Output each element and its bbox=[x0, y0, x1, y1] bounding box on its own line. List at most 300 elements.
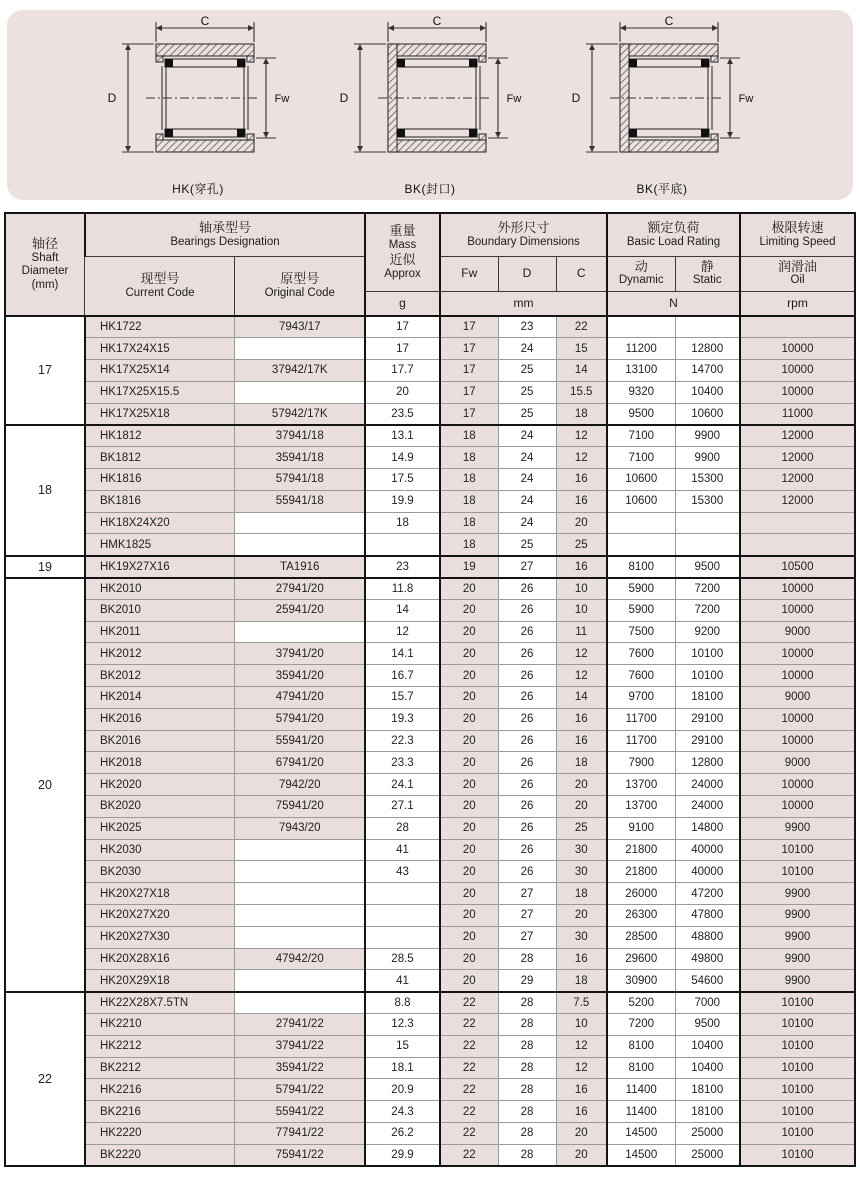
static-cell: 9900 bbox=[675, 425, 740, 447]
original-cell: 37941/20 bbox=[235, 643, 365, 665]
table-row bbox=[5, 774, 855, 796]
c-cell: 10 bbox=[556, 599, 607, 621]
table-row bbox=[5, 861, 855, 883]
table-row bbox=[5, 599, 855, 621]
table-row bbox=[5, 817, 855, 839]
table-row bbox=[5, 905, 855, 927]
oil-cell: 10000 bbox=[740, 643, 855, 665]
static-cell: 47200 bbox=[675, 883, 740, 905]
c-cell: 16 bbox=[556, 948, 607, 970]
current-cell: HMK1825 bbox=[85, 534, 235, 556]
svg-text:C: C bbox=[432, 13, 442, 28]
svg-text:C: C bbox=[664, 13, 674, 28]
dynamic-cell: 26300 bbox=[607, 905, 675, 927]
original-cell: 27941/22 bbox=[235, 1014, 365, 1036]
static-cell: 12800 bbox=[675, 752, 740, 774]
c-cell: 10 bbox=[556, 1014, 607, 1036]
fw-cell: 18 bbox=[440, 447, 498, 469]
d-cell: 28 bbox=[498, 1057, 556, 1079]
original-cell: TA1916 bbox=[235, 556, 365, 578]
original-cell: 57941/22 bbox=[235, 1079, 365, 1101]
c-cell: 25 bbox=[556, 534, 607, 556]
current-cell: HK1816 bbox=[85, 469, 235, 491]
d-cell: 28 bbox=[498, 948, 556, 970]
fw-cell: 22 bbox=[440, 1122, 498, 1144]
fw-cell: 18 bbox=[440, 534, 498, 556]
oil-cell: 10100 bbox=[740, 1122, 855, 1144]
table-row bbox=[5, 948, 855, 970]
static-cell: 10400 bbox=[675, 1057, 740, 1079]
fw-cell: 20 bbox=[440, 643, 498, 665]
fw-cell: 17 bbox=[440, 381, 498, 403]
current-cell: BK2216 bbox=[85, 1101, 235, 1123]
table-row bbox=[5, 1014, 855, 1036]
d-cell: 24 bbox=[498, 490, 556, 512]
bearing-section-svg bbox=[98, 14, 298, 182]
original-cell: 7943/20 bbox=[235, 817, 365, 839]
bearing-section-svg bbox=[330, 14, 530, 182]
header-unit-n: N bbox=[607, 291, 740, 316]
original-cell bbox=[235, 883, 365, 905]
static-cell bbox=[675, 512, 740, 534]
original-cell: 55941/22 bbox=[235, 1101, 365, 1123]
original-cell: 35941/20 bbox=[235, 665, 365, 687]
oil-cell: 10000 bbox=[740, 774, 855, 796]
oil-cell: 10000 bbox=[740, 708, 855, 730]
current-cell: HK22X28X7.5TN bbox=[85, 992, 235, 1014]
fw-cell: 18 bbox=[440, 469, 498, 491]
fw-cell: 22 bbox=[440, 992, 498, 1014]
current-cell: HK18X24X20 bbox=[85, 512, 235, 534]
current-cell: HK2210 bbox=[85, 1014, 235, 1036]
original-cell: 37942/17K bbox=[235, 360, 365, 382]
mass-cell: 41 bbox=[365, 970, 440, 992]
table-row bbox=[5, 447, 855, 469]
header-static: 静 Static bbox=[675, 256, 740, 291]
fw-cell: 20 bbox=[440, 578, 498, 600]
header-current-code: 现型号 Current Code bbox=[85, 256, 235, 316]
c-cell: 25 bbox=[556, 817, 607, 839]
original-cell: 27941/20 bbox=[235, 578, 365, 600]
static-cell: 25000 bbox=[675, 1122, 740, 1144]
oil-cell: 9000 bbox=[740, 687, 855, 709]
original-cell: 37941/18 bbox=[235, 425, 365, 447]
original-cell: 25941/20 bbox=[235, 599, 365, 621]
fw-cell: 20 bbox=[440, 599, 498, 621]
oil-cell: 9900 bbox=[740, 970, 855, 992]
c-cell: 30 bbox=[556, 926, 607, 948]
mass-cell: 26.2 bbox=[365, 1122, 440, 1144]
current-cell: HK19X27X16 bbox=[85, 556, 235, 578]
mass-cell bbox=[365, 905, 440, 927]
table-row bbox=[5, 338, 855, 360]
table-row bbox=[5, 970, 855, 992]
table-row bbox=[5, 469, 855, 491]
fw-cell: 22 bbox=[440, 1101, 498, 1123]
dynamic-cell: 9100 bbox=[607, 817, 675, 839]
d-cell: 24 bbox=[498, 425, 556, 447]
d-cell: 28 bbox=[498, 992, 556, 1014]
current-cell: HK20X27X20 bbox=[85, 905, 235, 927]
current-cell: HK2012 bbox=[85, 643, 235, 665]
table-row bbox=[5, 796, 855, 818]
static-cell: 9500 bbox=[675, 1014, 740, 1036]
svg-text:D: D bbox=[107, 90, 117, 105]
dynamic-cell: 11200 bbox=[607, 338, 675, 360]
fw-cell: 19 bbox=[440, 556, 498, 578]
fw-cell: 20 bbox=[440, 970, 498, 992]
original-cell bbox=[235, 381, 365, 403]
original-cell: 57941/18 bbox=[235, 469, 365, 491]
oil-cell: 12000 bbox=[740, 425, 855, 447]
oil-cell: 10000 bbox=[740, 338, 855, 360]
mass-cell: 16.7 bbox=[365, 665, 440, 687]
original-cell bbox=[235, 992, 365, 1014]
static-cell: 40000 bbox=[675, 861, 740, 883]
current-cell: BK2020 bbox=[85, 796, 235, 818]
mass-cell: 20 bbox=[365, 381, 440, 403]
dynamic-cell bbox=[607, 316, 675, 338]
dynamic-cell: 21800 bbox=[607, 861, 675, 883]
original-cell: 7943/17 bbox=[235, 316, 365, 338]
static-cell: 29100 bbox=[675, 730, 740, 752]
d-cell: 24 bbox=[498, 469, 556, 491]
d-cell: 26 bbox=[498, 752, 556, 774]
dynamic-cell: 7600 bbox=[607, 665, 675, 687]
header-unit-mm: mm bbox=[440, 291, 607, 316]
static-cell: 10400 bbox=[675, 1035, 740, 1057]
c-cell: 20 bbox=[556, 512, 607, 534]
fw-cell: 22 bbox=[440, 1079, 498, 1101]
d-cell: 27 bbox=[498, 883, 556, 905]
oil-cell bbox=[740, 512, 855, 534]
fw-cell: 20 bbox=[440, 687, 498, 709]
diagram-caption: BK(封口) bbox=[404, 181, 456, 196]
original-cell: 37941/22 bbox=[235, 1035, 365, 1057]
fw-cell: 22 bbox=[440, 1057, 498, 1079]
dynamic-cell: 7200 bbox=[607, 1014, 675, 1036]
table-row bbox=[5, 490, 855, 512]
mass-cell: 14.1 bbox=[365, 643, 440, 665]
header-unit-rpm: rpm bbox=[740, 291, 855, 316]
static-cell: 7200 bbox=[675, 578, 740, 600]
shaft-diameter-cell: 20 bbox=[5, 578, 85, 992]
c-cell: 12 bbox=[556, 425, 607, 447]
mass-cell: 27.1 bbox=[365, 796, 440, 818]
c-cell: 20 bbox=[556, 1122, 607, 1144]
shaft-diameter-cell: 17 bbox=[5, 316, 85, 425]
c-cell: 18 bbox=[556, 403, 607, 425]
diagram-banner bbox=[7, 10, 853, 200]
mass-cell bbox=[365, 926, 440, 948]
c-cell: 12 bbox=[556, 1057, 607, 1079]
mass-cell: 14.9 bbox=[365, 447, 440, 469]
c-cell: 30 bbox=[556, 839, 607, 861]
fw-cell: 20 bbox=[440, 839, 498, 861]
d-cell: 26 bbox=[498, 687, 556, 709]
mass-cell: 43 bbox=[365, 861, 440, 883]
oil-cell: 12000 bbox=[740, 469, 855, 491]
header-oil: 润滑油 Oil bbox=[740, 256, 855, 291]
mass-cell: 12 bbox=[365, 621, 440, 643]
mass-cell: 24.1 bbox=[365, 774, 440, 796]
d-cell: 26 bbox=[498, 730, 556, 752]
table-row bbox=[5, 883, 855, 905]
oil-cell: 12000 bbox=[740, 447, 855, 469]
static-cell bbox=[675, 534, 740, 556]
table-row bbox=[5, 643, 855, 665]
current-cell: HK1722 bbox=[85, 316, 235, 338]
mass-cell: 23.5 bbox=[365, 403, 440, 425]
mass-cell: 29.9 bbox=[365, 1144, 440, 1166]
static-cell: 47800 bbox=[675, 905, 740, 927]
static-cell: 15300 bbox=[675, 469, 740, 491]
c-cell: 10 bbox=[556, 578, 607, 600]
header-mass: 重量 Mass 近似 Approx bbox=[365, 213, 440, 291]
current-cell: HK2030 bbox=[85, 839, 235, 861]
dynamic-cell: 29600 bbox=[607, 948, 675, 970]
original-cell: 55941/20 bbox=[235, 730, 365, 752]
original-cell: 75941/20 bbox=[235, 796, 365, 818]
svg-text:Fw: Fw bbox=[274, 92, 290, 105]
static-cell: 49800 bbox=[675, 948, 740, 970]
table-row bbox=[5, 556, 855, 578]
fw-cell: 17 bbox=[440, 338, 498, 360]
static-cell bbox=[675, 316, 740, 338]
static-cell: 18100 bbox=[675, 1079, 740, 1101]
d-cell: 26 bbox=[498, 817, 556, 839]
mass-cell: 17.5 bbox=[365, 469, 440, 491]
header-d: D bbox=[498, 256, 556, 291]
original-cell bbox=[235, 621, 365, 643]
current-cell: BK1812 bbox=[85, 447, 235, 469]
current-cell: HK2025 bbox=[85, 817, 235, 839]
mass-cell: 8.8 bbox=[365, 992, 440, 1014]
dynamic-cell: 13700 bbox=[607, 796, 675, 818]
fw-cell: 20 bbox=[440, 730, 498, 752]
original-cell bbox=[235, 839, 365, 861]
c-cell: 18 bbox=[556, 883, 607, 905]
current-cell: HK2018 bbox=[85, 752, 235, 774]
d-cell: 26 bbox=[498, 839, 556, 861]
mass-cell: 17 bbox=[365, 316, 440, 338]
oil-cell: 10000 bbox=[740, 599, 855, 621]
c-cell: 16 bbox=[556, 730, 607, 752]
oil-cell bbox=[740, 316, 855, 338]
fw-cell: 20 bbox=[440, 774, 498, 796]
static-cell: 10100 bbox=[675, 665, 740, 687]
fw-cell: 18 bbox=[440, 490, 498, 512]
oil-cell: 10100 bbox=[740, 861, 855, 883]
oil-cell: 10100 bbox=[740, 1144, 855, 1166]
d-cell: 27 bbox=[498, 556, 556, 578]
oil-cell: 10100 bbox=[740, 1035, 855, 1057]
dynamic-cell: 7900 bbox=[607, 752, 675, 774]
static-cell: 12800 bbox=[675, 338, 740, 360]
dynamic-cell: 5200 bbox=[607, 992, 675, 1014]
fw-cell: 20 bbox=[440, 752, 498, 774]
oil-cell: 10000 bbox=[740, 578, 855, 600]
oil-cell: 11000 bbox=[740, 403, 855, 425]
original-cell bbox=[235, 512, 365, 534]
c-cell: 14 bbox=[556, 687, 607, 709]
original-cell bbox=[235, 534, 365, 556]
fw-cell: 20 bbox=[440, 926, 498, 948]
original-cell bbox=[235, 905, 365, 927]
table-row bbox=[5, 992, 855, 1014]
table-row bbox=[5, 687, 855, 709]
dynamic-cell: 7500 bbox=[607, 621, 675, 643]
mass-cell: 11.8 bbox=[365, 578, 440, 600]
c-cell: 16 bbox=[556, 1079, 607, 1101]
d-cell: 26 bbox=[498, 708, 556, 730]
current-cell: HK20X27X30 bbox=[85, 926, 235, 948]
static-cell: 54600 bbox=[675, 970, 740, 992]
dynamic-cell: 14500 bbox=[607, 1144, 675, 1166]
dynamic-cell: 14500 bbox=[607, 1122, 675, 1144]
table-row bbox=[5, 381, 855, 403]
d-cell: 25 bbox=[498, 534, 556, 556]
header-shaft-diameter: 轴径 Shaft Diameter (mm) bbox=[5, 213, 85, 316]
current-cell: BK2220 bbox=[85, 1144, 235, 1166]
fw-cell: 20 bbox=[440, 796, 498, 818]
static-cell: 18100 bbox=[675, 687, 740, 709]
dynamic-cell: 13100 bbox=[607, 360, 675, 382]
mass-cell: 18 bbox=[365, 512, 440, 534]
mass-cell: 17 bbox=[365, 338, 440, 360]
table-row bbox=[5, 1101, 855, 1123]
current-cell: HK2016 bbox=[85, 708, 235, 730]
original-cell: 57942/17K bbox=[235, 403, 365, 425]
table-row bbox=[5, 621, 855, 643]
d-cell: 24 bbox=[498, 447, 556, 469]
current-cell: HK2014 bbox=[85, 687, 235, 709]
original-cell bbox=[235, 338, 365, 360]
c-cell: 12 bbox=[556, 665, 607, 687]
dynamic-cell: 9500 bbox=[607, 403, 675, 425]
static-cell: 25000 bbox=[675, 1144, 740, 1166]
d-cell: 28 bbox=[498, 1122, 556, 1144]
d-cell: 26 bbox=[498, 578, 556, 600]
fw-cell: 20 bbox=[440, 817, 498, 839]
bearing-diagram-bk-sealed bbox=[327, 14, 533, 197]
current-cell: HK2220 bbox=[85, 1122, 235, 1144]
oil-cell: 12000 bbox=[740, 490, 855, 512]
current-cell: BK2012 bbox=[85, 665, 235, 687]
static-cell: 48800 bbox=[675, 926, 740, 948]
d-cell: 28 bbox=[498, 1144, 556, 1166]
d-cell: 26 bbox=[498, 621, 556, 643]
dynamic-cell: 8100 bbox=[607, 556, 675, 578]
oil-cell: 9900 bbox=[740, 905, 855, 927]
mass-cell: 24.3 bbox=[365, 1101, 440, 1123]
diagram-caption: BK(平底) bbox=[636, 181, 688, 196]
d-cell: 24 bbox=[498, 338, 556, 360]
mass-cell: 19.9 bbox=[365, 490, 440, 512]
d-cell: 26 bbox=[498, 861, 556, 883]
original-cell: 75941/22 bbox=[235, 1144, 365, 1166]
fw-cell: 22 bbox=[440, 1014, 498, 1036]
svg-text:D: D bbox=[571, 90, 581, 105]
fw-cell: 20 bbox=[440, 948, 498, 970]
c-cell: 15 bbox=[556, 338, 607, 360]
mass-cell: 23.3 bbox=[365, 752, 440, 774]
header-dynamic: 动 Dynamic bbox=[607, 256, 675, 291]
table-row bbox=[5, 1035, 855, 1057]
c-cell: 20 bbox=[556, 796, 607, 818]
oil-cell: 10100 bbox=[740, 992, 855, 1014]
dynamic-cell: 21800 bbox=[607, 839, 675, 861]
header-basic-load-rating: 额定负荷 Basic Load Rating bbox=[607, 213, 740, 256]
dynamic-cell: 8100 bbox=[607, 1057, 675, 1079]
oil-cell: 10000 bbox=[740, 381, 855, 403]
static-cell: 9500 bbox=[675, 556, 740, 578]
table-row bbox=[5, 534, 855, 556]
c-cell: 15.5 bbox=[556, 381, 607, 403]
dynamic-cell: 28500 bbox=[607, 926, 675, 948]
table-row bbox=[5, 403, 855, 425]
original-cell: 57941/20 bbox=[235, 708, 365, 730]
dynamic-cell: 7600 bbox=[607, 643, 675, 665]
oil-cell: 9000 bbox=[740, 621, 855, 643]
d-cell: 26 bbox=[498, 643, 556, 665]
static-cell: 18100 bbox=[675, 1101, 740, 1123]
header-unit-g: g bbox=[365, 291, 440, 316]
current-cell: HK20X27X18 bbox=[85, 883, 235, 905]
dynamic-cell: 10600 bbox=[607, 490, 675, 512]
current-cell: HK20X28X16 bbox=[85, 948, 235, 970]
c-cell: 20 bbox=[556, 905, 607, 927]
mass-cell: 14 bbox=[365, 599, 440, 621]
dynamic-cell: 9700 bbox=[607, 687, 675, 709]
shaft-diameter-cell: 22 bbox=[5, 992, 85, 1166]
original-cell bbox=[235, 926, 365, 948]
c-cell: 22 bbox=[556, 316, 607, 338]
mass-cell: 15 bbox=[365, 1035, 440, 1057]
oil-cell: 10100 bbox=[740, 1079, 855, 1101]
current-cell: BK2010 bbox=[85, 599, 235, 621]
header-original-code: 原型号 Original Code bbox=[235, 256, 365, 316]
header-limiting-speed: 极限转速 Limiting Speed bbox=[740, 213, 855, 256]
fw-cell: 20 bbox=[440, 883, 498, 905]
bearing-section-svg bbox=[562, 14, 762, 182]
current-cell: HK1812 bbox=[85, 425, 235, 447]
fw-cell: 22 bbox=[440, 1035, 498, 1057]
oil-cell: 10100 bbox=[740, 1101, 855, 1123]
original-cell: 7942/20 bbox=[235, 774, 365, 796]
table-body bbox=[5, 316, 855, 1166]
dynamic-cell: 30900 bbox=[607, 970, 675, 992]
mass-cell: 41 bbox=[365, 839, 440, 861]
table-row bbox=[5, 730, 855, 752]
mass-cell: 23 bbox=[365, 556, 440, 578]
dynamic-cell: 13700 bbox=[607, 774, 675, 796]
oil-cell: 9900 bbox=[740, 948, 855, 970]
d-cell: 26 bbox=[498, 599, 556, 621]
table-row bbox=[5, 926, 855, 948]
dynamic-cell: 11400 bbox=[607, 1101, 675, 1123]
dynamic-cell: 10600 bbox=[607, 469, 675, 491]
d-cell: 26 bbox=[498, 665, 556, 687]
static-cell: 29100 bbox=[675, 708, 740, 730]
mass-cell: 28 bbox=[365, 817, 440, 839]
static-cell: 14800 bbox=[675, 817, 740, 839]
dynamic-cell: 9320 bbox=[607, 381, 675, 403]
d-cell: 25 bbox=[498, 360, 556, 382]
d-cell: 28 bbox=[498, 1079, 556, 1101]
oil-cell bbox=[740, 534, 855, 556]
mass-cell: 28.5 bbox=[365, 948, 440, 970]
